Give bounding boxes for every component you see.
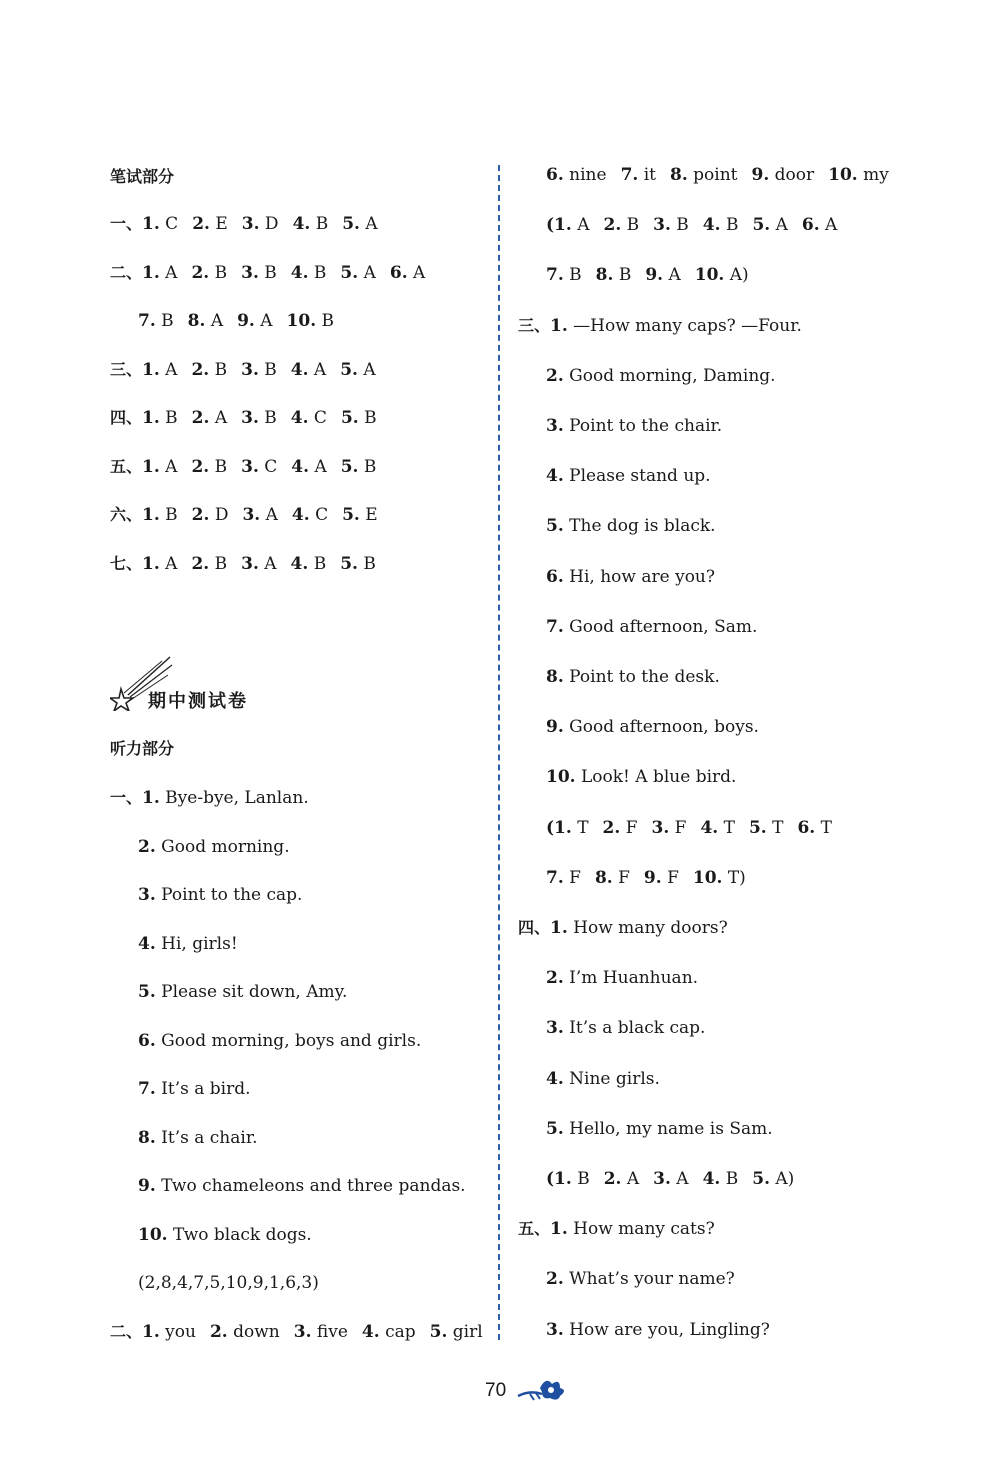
- answer-line: [110, 786, 309, 810]
- item-number: 5.: [752, 1169, 770, 1189]
- item-answer: my: [863, 165, 889, 185]
- item-answer: (2,8,4,7,5,10,9,1,6,3): [138, 1273, 319, 1293]
- item-answer: Please stand up.: [569, 466, 711, 487]
- item-number: 5.: [340, 553, 358, 574]
- item-number: 4.: [291, 505, 310, 525]
- item-answer: A: [365, 214, 378, 234]
- item-number: 5.: [342, 214, 360, 234]
- item-answer: E: [365, 505, 378, 525]
- answer-line: [138, 309, 334, 333]
- answer-line: [546, 1067, 660, 1091]
- answer-line: [546, 1016, 705, 1040]
- item-answer: C: [264, 456, 278, 477]
- item-answer: T: [820, 817, 832, 838]
- item-number: 1.: [142, 359, 160, 380]
- item-answer: cap: [385, 1321, 416, 1342]
- item-number: 8.: [595, 265, 614, 286]
- item-answer: B: [214, 456, 228, 477]
- item-answer: A: [214, 408, 228, 428]
- item-number: 4.: [290, 553, 309, 574]
- item-answer: B: [364, 408, 377, 428]
- item-number: 3.: [653, 215, 671, 236]
- item-number: 1.: [550, 1219, 568, 1240]
- answer-line: [138, 1223, 312, 1247]
- item-number: 8.: [187, 311, 206, 331]
- item-number: 2.: [191, 505, 210, 525]
- written-heading: 笔试部分: [110, 167, 175, 186]
- item-number: 4.: [361, 1321, 380, 1342]
- item-answer: D: [214, 505, 229, 525]
- item-answer: B: [725, 215, 739, 236]
- item-number: 9.: [645, 265, 664, 286]
- item-number: 2.: [191, 408, 210, 428]
- item-number: 1.: [142, 1321, 160, 1342]
- item-answer: F: [667, 867, 679, 888]
- item-answer: B: [725, 1169, 739, 1189]
- item-answer: A: [577, 215, 590, 236]
- answer-line: [110, 406, 377, 430]
- answer-line: [138, 1174, 466, 1198]
- answer-line: [546, 565, 715, 589]
- item-answer: B: [569, 265, 582, 286]
- item-answer: Two black dogs.: [172, 1224, 312, 1245]
- item-answer: T: [577, 817, 589, 838]
- item-answer: F: [618, 867, 630, 888]
- item-answer: A: [165, 553, 178, 574]
- item-answer: E: [215, 214, 228, 234]
- item-number: 2.: [602, 817, 621, 838]
- item-answer: B: [626, 215, 640, 236]
- item-answer: Nine girls.: [569, 1068, 660, 1089]
- item-number: 2.: [192, 214, 210, 234]
- item-answer: Good morning, boys and girls.: [161, 1030, 422, 1051]
- item-number: 3.: [546, 416, 564, 436]
- item-number: 7.: [546, 616, 564, 637]
- question-number: 四、: [110, 408, 143, 427]
- item-number: 10.: [138, 1224, 168, 1245]
- item-answer: A: [264, 553, 277, 574]
- question-number: 一、: [110, 788, 143, 807]
- item-answer: B: [676, 215, 689, 236]
- item-answer: A: [668, 265, 681, 286]
- item-number: 8.: [670, 165, 688, 185]
- item-answer: Hello, my name is Sam.: [569, 1118, 773, 1139]
- item-answer: you: [165, 1321, 196, 1342]
- item-number: 1.: [142, 408, 160, 428]
- item-number: 5.: [340, 408, 359, 428]
- item-answer: Please sit down, Amy.: [161, 982, 348, 1002]
- item-number: 5.: [546, 1118, 564, 1139]
- item-answer: How are you, Lingling?: [569, 1319, 770, 1340]
- item-number: (1.: [546, 817, 572, 838]
- item-number: 9.: [138, 1176, 156, 1196]
- item-number: 5.: [342, 505, 360, 525]
- item-answer: B: [165, 505, 178, 525]
- answer-line: [546, 816, 832, 840]
- item-number: 2.: [209, 1321, 228, 1342]
- item-answer: What’s your name?: [569, 1269, 735, 1290]
- item-number: 2.: [138, 836, 156, 857]
- item-answer: It’s a bird.: [161, 1079, 251, 1099]
- item-number: 4.: [702, 1169, 721, 1189]
- item-answer: How many doors?: [573, 918, 728, 938]
- item-number: 6.: [801, 215, 820, 236]
- item-number: 3.: [138, 885, 156, 905]
- item-number: 8.: [594, 867, 613, 888]
- item-answer: Hi, how are you?: [569, 566, 715, 587]
- item-number: 7.: [546, 265, 564, 286]
- item-answer: it: [643, 165, 656, 185]
- item-answer: B: [264, 408, 277, 428]
- item-number: 1.: [142, 505, 160, 525]
- item-answer: B: [313, 262, 327, 283]
- item-answer: Good morning.: [161, 836, 290, 857]
- item-number: 4.: [290, 408, 309, 428]
- item-number: 8.: [546, 667, 564, 687]
- item-answer: Good afternoon, Sam.: [569, 616, 758, 637]
- item-number: 9.: [751, 165, 770, 185]
- item-answer: A: [313, 359, 327, 380]
- item-number: 10.: [546, 767, 576, 788]
- item-number: 10.: [286, 311, 317, 331]
- question-number: 二、: [110, 1321, 143, 1341]
- item-number: 7.: [546, 867, 564, 888]
- item-number: 3.: [241, 214, 260, 234]
- item-answer: F: [674, 817, 687, 838]
- item-number: 10.: [692, 867, 723, 888]
- item-number: 7.: [620, 165, 639, 185]
- page-number: 70: [485, 1380, 507, 1401]
- answer-line: [546, 464, 711, 488]
- item-number: 4.: [290, 262, 309, 283]
- answer-line: [110, 261, 425, 285]
- item-number: 3.: [242, 505, 261, 525]
- item-number: (1.: [546, 215, 572, 236]
- question-number: 六、: [110, 505, 143, 524]
- answer-line: [546, 1318, 770, 1342]
- item-number: 8.: [138, 1127, 156, 1148]
- item-number: 2.: [603, 1169, 622, 1189]
- answer-line: [546, 163, 889, 187]
- item-number: 2.: [191, 359, 210, 380]
- item-answer: Point to the cap.: [161, 885, 303, 905]
- answer-line: [546, 715, 759, 739]
- item-number: 7.: [138, 1079, 156, 1099]
- answer-line: [518, 314, 802, 338]
- answer-line: [138, 1271, 319, 1295]
- item-answer: Bye-bye, Lanlan.: [165, 788, 309, 808]
- item-answer: C: [313, 408, 327, 428]
- item-answer: It’s a black cap.: [569, 1018, 706, 1039]
- section-title: [110, 655, 330, 715]
- item-answer: I’m Huanhuan.: [569, 968, 699, 989]
- item-number: 6.: [797, 817, 816, 838]
- item-answer: B: [214, 262, 228, 283]
- question-number: 一、: [110, 214, 143, 233]
- answer-line: [546, 665, 720, 689]
- item-number: 3.: [651, 817, 670, 838]
- item-answer: B: [577, 1169, 590, 1189]
- item-number: 1.: [142, 553, 160, 574]
- item-answer: A: [676, 1169, 689, 1189]
- item-answer: A: [413, 262, 426, 283]
- item-number: 9.: [237, 311, 255, 331]
- item-answer: A: [165, 456, 178, 477]
- item-answer: B: [618, 265, 632, 286]
- item-number: 9.: [643, 867, 662, 888]
- item-answer: D: [264, 214, 279, 234]
- item-number: 10.: [828, 165, 858, 185]
- item-number: 2.: [191, 262, 210, 283]
- answer-line: [546, 213, 837, 237]
- item-answer: A: [265, 505, 278, 525]
- item-answer: Good morning, Daming.: [569, 365, 776, 386]
- item-answer: A: [210, 311, 224, 331]
- item-number: 6.: [389, 262, 408, 283]
- answer-line: [546, 1267, 735, 1291]
- item-number: 4.: [291, 456, 310, 477]
- item-number: 3.: [241, 408, 259, 428]
- item-answer: B: [165, 408, 178, 428]
- item-number: 5.: [752, 215, 771, 236]
- item-answer: F: [569, 867, 581, 888]
- item-number: 5.: [340, 456, 359, 477]
- item-number: 9.: [546, 717, 564, 738]
- item-number: 1.: [142, 456, 160, 477]
- item-number: 2.: [191, 456, 210, 477]
- item-number: 1.: [550, 315, 568, 336]
- item-answer: door: [774, 165, 815, 185]
- answer-line: [546, 866, 746, 890]
- item-number: 2.: [603, 215, 622, 236]
- item-answer: A: [165, 262, 178, 283]
- item-answer: It’s a chair.: [161, 1127, 258, 1148]
- item-answer: B: [264, 359, 277, 380]
- item-number: 5.: [546, 516, 564, 537]
- answer-line: [110, 455, 376, 479]
- answer-line: [546, 765, 736, 789]
- item-answer: Good afternoon, boys.: [569, 717, 759, 738]
- answer-line: [110, 212, 378, 236]
- item-answer: B: [313, 553, 327, 574]
- item-number: 5.: [138, 982, 156, 1002]
- item-answer: A: [363, 262, 376, 283]
- item-answer: Hi, girls!: [161, 933, 238, 954]
- item-answer: B: [315, 214, 329, 234]
- answer-line: [546, 615, 757, 639]
- item-answer: A: [825, 215, 838, 236]
- answer-line: [546, 414, 722, 438]
- answer-line: [138, 1126, 257, 1150]
- answer-line: [546, 966, 698, 990]
- item-number: 5.: [429, 1321, 448, 1342]
- answer-line: [138, 835, 290, 859]
- item-number: 4.: [546, 1068, 564, 1089]
- answer-line: [138, 1077, 251, 1101]
- item-number: 1.: [142, 262, 160, 283]
- item-number: 4.: [702, 215, 721, 236]
- question-number: 三、: [110, 359, 143, 379]
- item-answer: B: [321, 311, 335, 331]
- answer-line: [546, 1117, 773, 1141]
- question-number: 三、: [518, 315, 551, 335]
- question-number: 五、: [518, 1219, 551, 1239]
- item-number: 5.: [340, 262, 359, 283]
- item-number: 6.: [546, 566, 564, 587]
- item-answer: T: [723, 817, 735, 838]
- answer-line: [138, 932, 238, 956]
- answer-line: [546, 263, 749, 287]
- flower-ornament-icon: [516, 1376, 572, 1402]
- answer-line: [546, 514, 716, 538]
- item-answer: T): [727, 867, 746, 888]
- item-answer: A: [626, 1169, 640, 1189]
- question-number: 四、: [518, 918, 551, 937]
- item-number: 3.: [241, 553, 259, 574]
- item-answer: A: [314, 456, 327, 477]
- item-number: 4.: [138, 933, 156, 954]
- item-number: 4.: [546, 466, 564, 487]
- item-number: 2.: [546, 968, 564, 989]
- answer-line: [138, 980, 347, 1004]
- item-number: 1.: [142, 788, 160, 808]
- item-number: 3.: [241, 456, 259, 477]
- item-answer: A: [363, 359, 376, 380]
- item-number: 3.: [653, 1169, 671, 1189]
- answer-line: [546, 364, 776, 388]
- listening-heading: 听力部分: [110, 739, 175, 758]
- item-number: 6.: [546, 165, 564, 185]
- item-answer: nine: [569, 165, 607, 185]
- answer-line: [138, 883, 302, 907]
- item-answer: B: [363, 553, 376, 574]
- item-answer: T: [772, 817, 784, 838]
- item-answer: C: [165, 214, 179, 234]
- item-answer: girl: [452, 1321, 483, 1342]
- item-answer: B: [264, 262, 277, 283]
- item-answer: A: [775, 215, 788, 236]
- answer-line: [110, 358, 376, 382]
- question-number: 七、: [110, 553, 143, 573]
- item-number: (1.: [546, 1169, 572, 1189]
- question-number: 二、: [110, 262, 143, 282]
- item-answer: point: [693, 165, 738, 185]
- item-answer: A): [729, 265, 749, 286]
- item-answer: five: [316, 1321, 348, 1342]
- item-number: 3.: [241, 262, 259, 283]
- item-answer: —How many caps? —Four.: [573, 315, 802, 336]
- question-number: 五、: [110, 456, 143, 476]
- item-answer: A: [260, 311, 273, 331]
- answer-line: [546, 1167, 794, 1191]
- item-number: 2.: [546, 1269, 564, 1290]
- item-answer: A: [165, 359, 178, 380]
- item-answer: B: [363, 456, 377, 477]
- item-answer: A): [775, 1169, 795, 1189]
- item-number: 1.: [550, 918, 568, 938]
- item-number: 1.: [142, 214, 160, 234]
- item-answer: Point to the desk.: [569, 667, 720, 687]
- item-number: 6.: [138, 1030, 156, 1051]
- item-answer: Point to the chair.: [569, 416, 723, 436]
- answer-line: [518, 916, 728, 940]
- item-answer: Look! A blue bird.: [580, 767, 737, 788]
- item-answer: B: [161, 311, 174, 331]
- answer-line: [110, 552, 376, 576]
- item-number: 2.: [191, 553, 210, 574]
- item-number: 4.: [290, 359, 309, 380]
- item-number: 3.: [293, 1321, 312, 1342]
- item-number: 7.: [138, 311, 156, 331]
- item-number: 3.: [241, 359, 259, 380]
- section-title-text: 期中测试卷: [148, 691, 248, 712]
- answer-line: [110, 1320, 483, 1344]
- answer-line: [518, 1217, 715, 1241]
- item-number: 3.: [546, 1018, 564, 1039]
- item-number: 4.: [292, 214, 311, 234]
- item-answer: The dog is black.: [569, 516, 716, 537]
- item-answer: F: [625, 817, 638, 838]
- item-number: 2.: [546, 365, 564, 386]
- item-answer: C: [315, 505, 329, 525]
- item-number: 10.: [694, 265, 725, 286]
- item-number: 5.: [748, 817, 767, 838]
- item-number: 4.: [700, 817, 719, 838]
- item-answer: How many cats?: [573, 1219, 715, 1240]
- item-number: 3.: [546, 1319, 564, 1340]
- column-divider: [498, 165, 500, 1340]
- item-answer: B: [214, 553, 228, 574]
- answer-line: [138, 1029, 421, 1053]
- item-number: 5.: [340, 359, 358, 380]
- item-answer: Two chameleons and three pandas.: [161, 1176, 466, 1196]
- item-answer: B: [214, 359, 228, 380]
- item-answer: down: [233, 1321, 280, 1342]
- answer-line: [110, 503, 378, 527]
